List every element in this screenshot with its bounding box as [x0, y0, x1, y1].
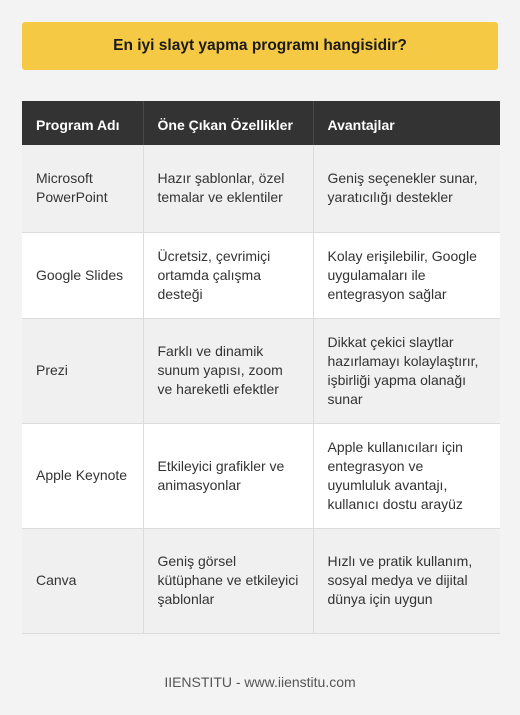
table-row [22, 232, 500, 318]
footer-credit: IIENSTITU - www.iienstitu.com [164, 674, 356, 690]
table-row [22, 318, 500, 423]
advantages-cell: Hızlı ve pratik kullanım, sosyal medya ve dijital dünya için uygun [313, 528, 500, 633]
column-header-advantages: Avantajlar [313, 101, 500, 145]
program-name-cell: Google Slides [22, 232, 143, 318]
table-row [22, 145, 500, 232]
features-cell: Ücretsiz, çevrimiçi ortamda çalışma desteği [143, 232, 313, 318]
program-name-cell: Microsoft PowerPoint [22, 145, 143, 232]
features-cell: Etkileyici grafikler ve animasyonlar [143, 423, 313, 528]
advantages-cell: Kolay erişilebilir, Google uygulamaları ile entegrasyon sağlar [313, 232, 500, 318]
advantages-cell: Dikkat çekici slaytlar hazırlamayı kolaylaştırır, işbirliği yapma olanağı sunar [313, 318, 500, 423]
table-row [22, 423, 500, 528]
column-header-program: Program Adı [22, 101, 143, 145]
features-cell: Geniş görsel kütüphane ve etkileyici şablonlar [143, 528, 313, 633]
comparison-table [22, 101, 500, 634]
advantages-cell: Apple kullanıcıları için entegrasyon ve uyumluluk avantajı, kullanıcı dostu arayüz [313, 423, 500, 528]
advantages-cell: Geniş seçenekler sunar, yaratıcılığı destekler [313, 145, 500, 232]
program-name-cell: Apple Keynote [22, 423, 143, 528]
page-title: En iyi slayt yapma programı hangisidir? [22, 22, 498, 70]
table-header-row [22, 101, 500, 145]
features-cell: Hazır şablonlar, özel temalar ve eklentiler [143, 145, 313, 232]
program-name-cell: Prezi [22, 318, 143, 423]
column-header-features: Öne Çıkan Özellikler [143, 101, 313, 145]
features-cell: Farklı ve dinamik sunum yapısı, zoom ve hareketli efektler [143, 318, 313, 423]
table-row [22, 528, 500, 633]
program-name-cell: Canva [22, 528, 143, 633]
